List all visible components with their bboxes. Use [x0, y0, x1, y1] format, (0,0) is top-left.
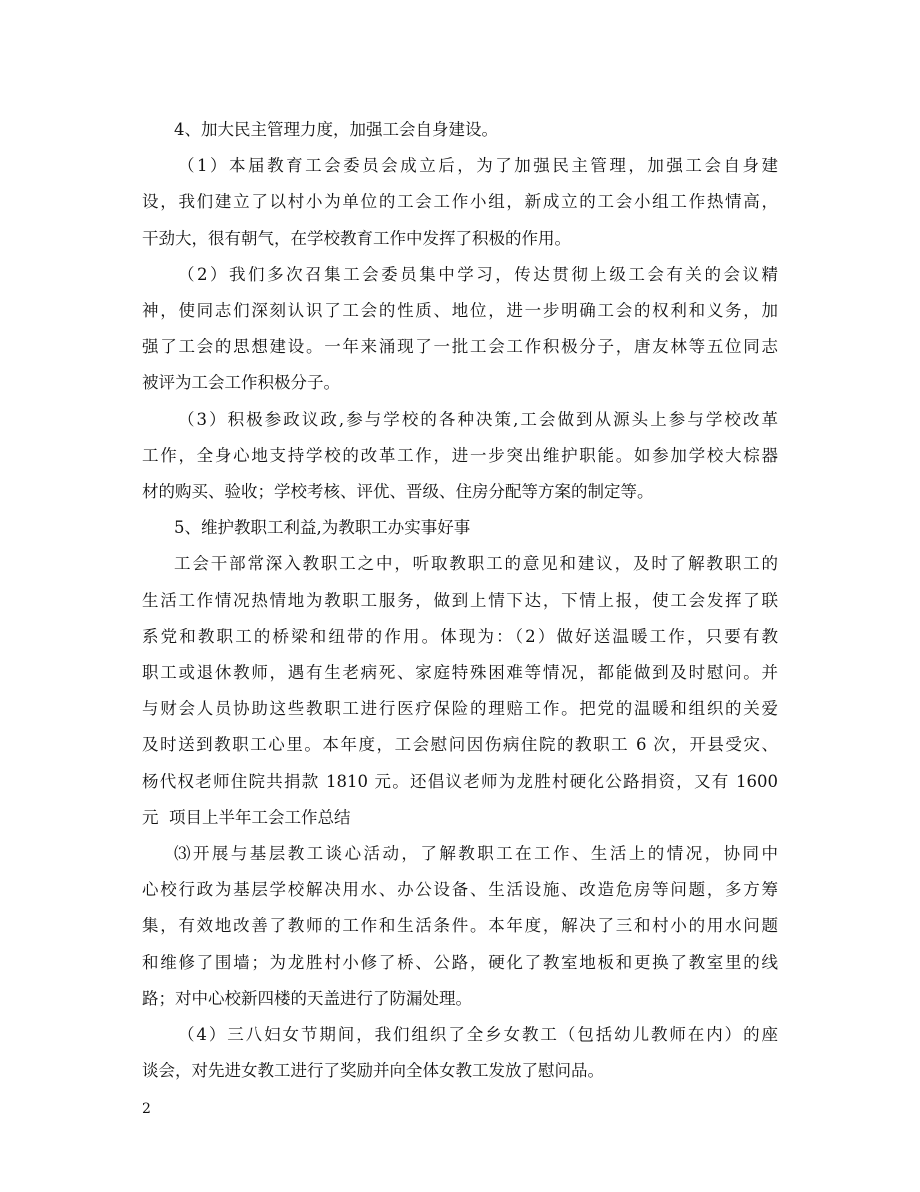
paragraph-welfare: [142, 546, 778, 836]
text-line: 工会干部常深入教职工之中，听取教职工的意见和建议，及时了解教职工的: [174, 554, 778, 574]
text-line: （1）本届教育工会委员会成立后，为了加强民主管理，加强工会自身建: [178, 156, 778, 176]
text-line: （2）我们多次召集工会委员集中学习，传达贯彻上级工会有关的会议精: [178, 264, 778, 284]
paragraph-item-1: [142, 148, 778, 257]
text-line: 强了工会的思想建设。一年来涌现了一批工会工作积极分子，唐友林等五位同志: [142, 337, 778, 357]
page-number: 2: [142, 1101, 151, 1117]
paragraph-item-2: [142, 257, 778, 402]
text-line: （4）三八妇女节期间，我们组织了全乡女教工（包括幼儿教师在内）的座: [178, 1025, 778, 1045]
text-line: 路；对中心校新四楼的天盖进行了防漏处理。: [142, 988, 472, 1008]
text-line: 心校行政为基层学校解决用水、办公设备、生活设施、改造危房等问题，多方筹: [142, 880, 778, 900]
paragraph-item-3b: [142, 836, 778, 1017]
text-line: 谈会，对先进女教工进行了奖励并向全体女教工发放了慰问品。: [142, 1061, 604, 1081]
text-line: 职工或退休教师，遇有生老病死、家庭特殊困难等情况，都能做到及时慰问。并: [142, 663, 778, 683]
text-line: 材的购买、验收；学校考核、评优、晋级、住房分配等方案的制定等。: [142, 482, 654, 502]
text-line: （3）积极参政议政,参与学校的各种决策,工会做到从源头上参与学校改革: [178, 409, 778, 429]
text-line: ⑶开展与基层教工谈心活动，了解教职工在工作、生活上的情况，协同中: [174, 844, 778, 864]
text-line: 和维修了围墙；为龙胜村小修了桥、公路，硬化了教室地板和更换了教室里的线: [142, 952, 778, 972]
text-line: 元 项目上半年工会工作总结: [142, 807, 351, 827]
paragraph-item-3: [142, 402, 778, 511]
document-body: [142, 112, 778, 1089]
text-line: 杨代权老师住院共捐款 1810 元。还倡议老师为龙胜村硬化公路捐资，又有 1600: [142, 771, 778, 791]
text-line: 系党和教职工的桥梁和纽带的作用。体现为：（2）做好送温暖工作，只要有教: [142, 626, 778, 646]
text-line: 与财会人员协助这些教职工进行医疗保险的理赔工作。把党的温暖和组织的关爱: [142, 699, 778, 719]
text-line: 被评为工会工作积极分子。: [142, 373, 340, 393]
text-line: 设，我们建立了以村小为单位的工会工作小组，新成立的工会小组工作热情高，: [142, 192, 778, 212]
text-line: 集，有效地改善了教师的工作和生活条件。本年度，解决了三和村小的用水问题: [142, 916, 778, 936]
text-line: 干劲大，很有朝气，在学校教育工作中发挥了积极的作用。: [142, 228, 571, 248]
text-line: 5、维护教职工利益,为教职工办实事好事: [174, 518, 471, 538]
text-line: 工作，全身心地支持学校的改革工作，进一步突出维护职能。如参加学校大棕器: [142, 445, 778, 465]
section-heading-4: [142, 112, 778, 148]
text-line: 生活工作情况热情地为教职工服务，做到上情下达，下情上报，使工会发挥了联: [142, 590, 778, 610]
text-line: 及时送到教职工心里。本年度，工会慰问因伤病住院的教职工 6 次，开县受灾、: [142, 735, 778, 755]
paragraph-item-4: [142, 1017, 778, 1089]
section-heading-5: [142, 510, 778, 546]
text-line: 神，使同志们深刻认识了工会的性质、地位，进一步明确工会的权利和义务，加: [142, 301, 778, 321]
text-line: 4、加大民主管理力度，加强工会自身建设。: [174, 120, 498, 139]
